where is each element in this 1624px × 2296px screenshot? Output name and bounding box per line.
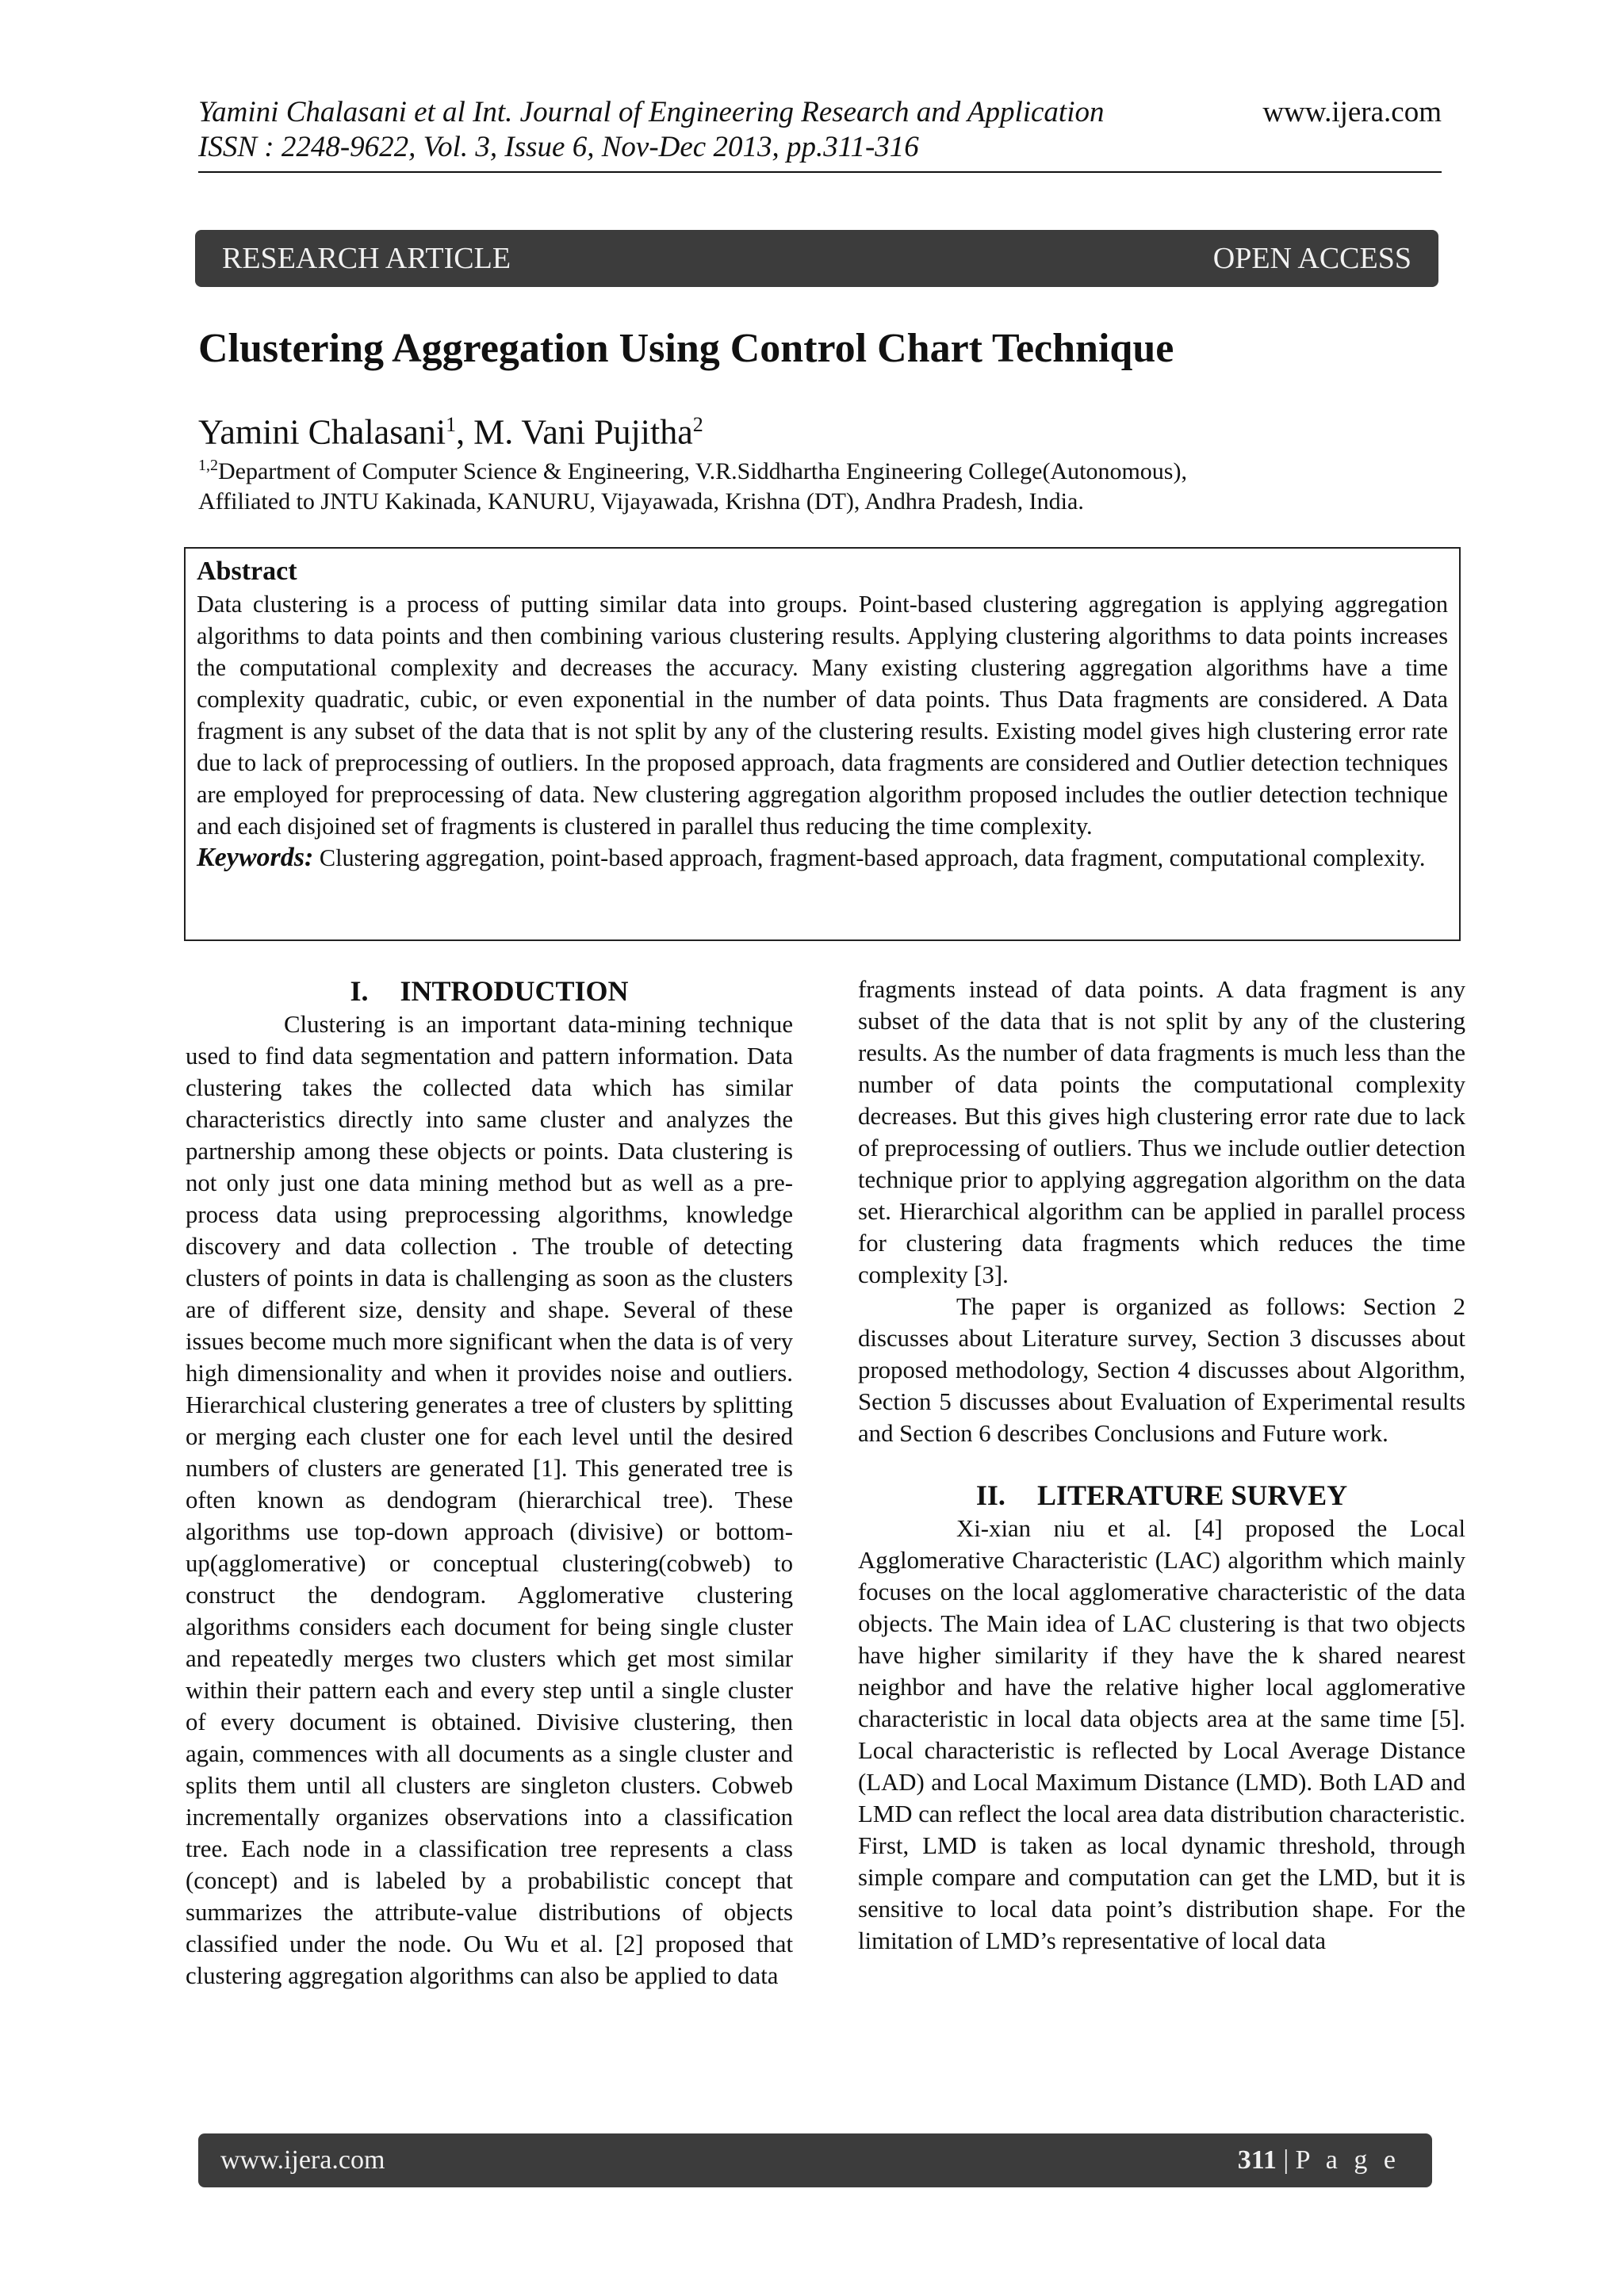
paragraph: The paper is organized as follows: Section 2 discusses about Literature survey, Section 3 discusses about proposed methodology, Section 4 discusses about Algorithm, Section 5 discusses about Evaluation of Experimental results and Section 6 describes Conclusions and Future work. bbox=[858, 1293, 1465, 1447]
section-title: LITERATURE SURVEY bbox=[1036, 1479, 1348, 1511]
paragraph: Xi-xian niu et al. [4] proposed the Local Agglomerative Characteristic (LAC) algorithm which mainly focuses on the local agglomerative characteristic of the data objects. The Main idea of LAC clustering is that two objects have higher similarity if they have the k shared nearest neighbor and have the relative higher local agglomerative characteristic in local data objects area at the same time [5]. Local characteristic is reflected by Local Average Distance (LAD) and Local Maximum Distance (LMD). Both LAD and LMD can reflect the local area data distribution characteristic. First, LMD is taken as local dynamic threshold, through simple compare and computation can get the LMD, but it is sensitive to local data point’s distribution shape. For the limitation of LMD’s representative of local data bbox=[858, 1515, 1465, 1954]
abstract-box bbox=[184, 547, 1461, 941]
section-title: INTRODUCTION bbox=[400, 975, 629, 1007]
author-separator: , bbox=[456, 412, 474, 452]
abstract-heading: Abstract bbox=[197, 557, 297, 586]
author-superscript: 2 bbox=[692, 413, 703, 436]
keywords-colon: : bbox=[304, 843, 314, 872]
author-name: M. Vani Pujitha bbox=[473, 412, 693, 452]
keywords-text: Clustering aggregation, point-based approach, fragment-based approach, data fragment, computational complexity. bbox=[319, 844, 1426, 871]
affiliation bbox=[198, 450, 1442, 517]
running-header bbox=[198, 95, 1442, 165]
paper-title: Clustering Aggregation Using Control Chart Technique bbox=[198, 326, 1174, 371]
abstract-text: Data clustering is a process of putting similar data into groups. Point-based clustering aggregation is applying aggregation algorithms to data points and then combining various clustering results. Applying clustering algorithms to data points increases the computational complexity and decreases the accuracy. Many existing clustering aggregation algorithms have a time complexity quadratic, cubic, or even exponential in the number of data points. Thus Data fragments are considered. A Data fragment is any subset of the data that is not split by any of the clustering results. Existing model gives high clustering error rate due to lack of preprocessing of outliers. In the proposed approach, data fragments are considered and Outlier detection techniques are employed for preprocessing of data. New clustering aggregation algorithm proposed includes the outlier detection technique and each disjoined set of fragments is clustered in parallel thus reducing the time complexity. bbox=[197, 591, 1448, 840]
paragraph: Clustering is an important data-mining technique used to find data segmentation and pattern information. Data clustering takes the collected data which has similar characteristics directly into same cluster and analyzes the partnership among these objects or points. Data clustering is not only just one data mining method but as well as a pre-process data using preprocessing algorithms, knowledge discovery and data collection . The trouble of detecting clusters of points in data is challenging as soon as the clusters are of different size, density and shape. Several of these issues become much more significant when the data is of very high dimensionality and when it provides noise and outliers. Hierarchical clustering generates a tree of clusters by splitting or merging each cluster one for each level until the desired numbers of clusters are generated [1]. This generated tree is often known as dendogram (hierarchical tree). These algorithms use top-down approach (divisive) or bottom-up(agglomerative) or conceptual clustering(cobweb) to construct the dendogram. Agglomerative clustering algorithms considers each document for being single cluster and repeatedly merges two clusters which get most similar within their pattern each and every step until a single cluster of every document is obtained. Divisive clustering, then again, commences with all documents as a single cluster and splits them until all clusters are singleton clusters. Cobweb incrementally organizes observations into a classification tree. Each node in a classification tree represents a class (concept) and is labeled by a probabilistic concept that summarizes the attribute-value distributions of objects classified under the node. Ou Wu et al. [2] proposed that clustering aggregation algorithms can also be applied to data bbox=[186, 1011, 793, 1989]
section-number: I. bbox=[350, 975, 369, 1007]
header-rule bbox=[198, 171, 1442, 173]
author-list bbox=[198, 403, 703, 455]
section-heading-literature-survey bbox=[858, 1478, 1465, 1513]
journal-website[interactable]: www.ijera.com bbox=[1262, 96, 1442, 128]
page-number: 311 bbox=[1237, 2145, 1277, 2175]
page-label: P a g e bbox=[1295, 2145, 1400, 2175]
left-column bbox=[186, 974, 793, 1992]
journal-citation: Yamini Chalasani et al Int. Journal of Engineering Research and Application bbox=[198, 96, 1105, 128]
right-column bbox=[858, 974, 1465, 1957]
section-heading-introduction bbox=[186, 974, 793, 1008]
keywords-label: Keywords bbox=[197, 843, 304, 872]
affiliation-superscript: 1,2 bbox=[198, 457, 218, 474]
affiliation-line: Department of Computer Science & Engineering, V.R.Siddhartha Engineering College(Autonomous), bbox=[218, 458, 1187, 484]
access-label: OPEN ACCESS bbox=[1212, 242, 1411, 275]
affiliation-line: Affiliated to JNTU Kakinada, KANURU, Vijayawada, Krishna (DT), Andhra Pradesh, India. bbox=[198, 488, 1084, 515]
article-type-banner bbox=[195, 230, 1438, 287]
article-type-label: RESEARCH ARTICLE bbox=[222, 242, 511, 275]
paragraph-continued: fragments instead of data points. A data fragment is any subset of the data that is not split by any of the clustering results. As the number of data fragments is much less than the number of data points the computational complexity decreases. But this gives high clustering error rate due to lack of preprocessing of outliers. Thus we include outlier detection technique prior to applying aggregation algorithm on the data set. Hierarchical algorithm can be applied in parallel process for clustering data fragments which reduces the time complexity [3]. bbox=[858, 976, 1465, 1288]
section-spacer bbox=[858, 1449, 1465, 1478]
page-separator: | bbox=[1276, 2145, 1296, 2175]
author-name: Yamini Chalasani bbox=[198, 412, 446, 452]
page-footer bbox=[198, 2133, 1432, 2187]
section-number: II. bbox=[975, 1479, 1005, 1511]
issn-line: ISSN : 2248-9622, Vol. 3, Issue 6, Nov-Dec 2013, pp.311-316 bbox=[198, 131, 919, 163]
page-indicator bbox=[1238, 2145, 1400, 2175]
keywords-line bbox=[197, 842, 1448, 874]
author-superscript: 1 bbox=[446, 413, 457, 436]
footer-website[interactable]: www.ijera.com bbox=[220, 2145, 385, 2175]
